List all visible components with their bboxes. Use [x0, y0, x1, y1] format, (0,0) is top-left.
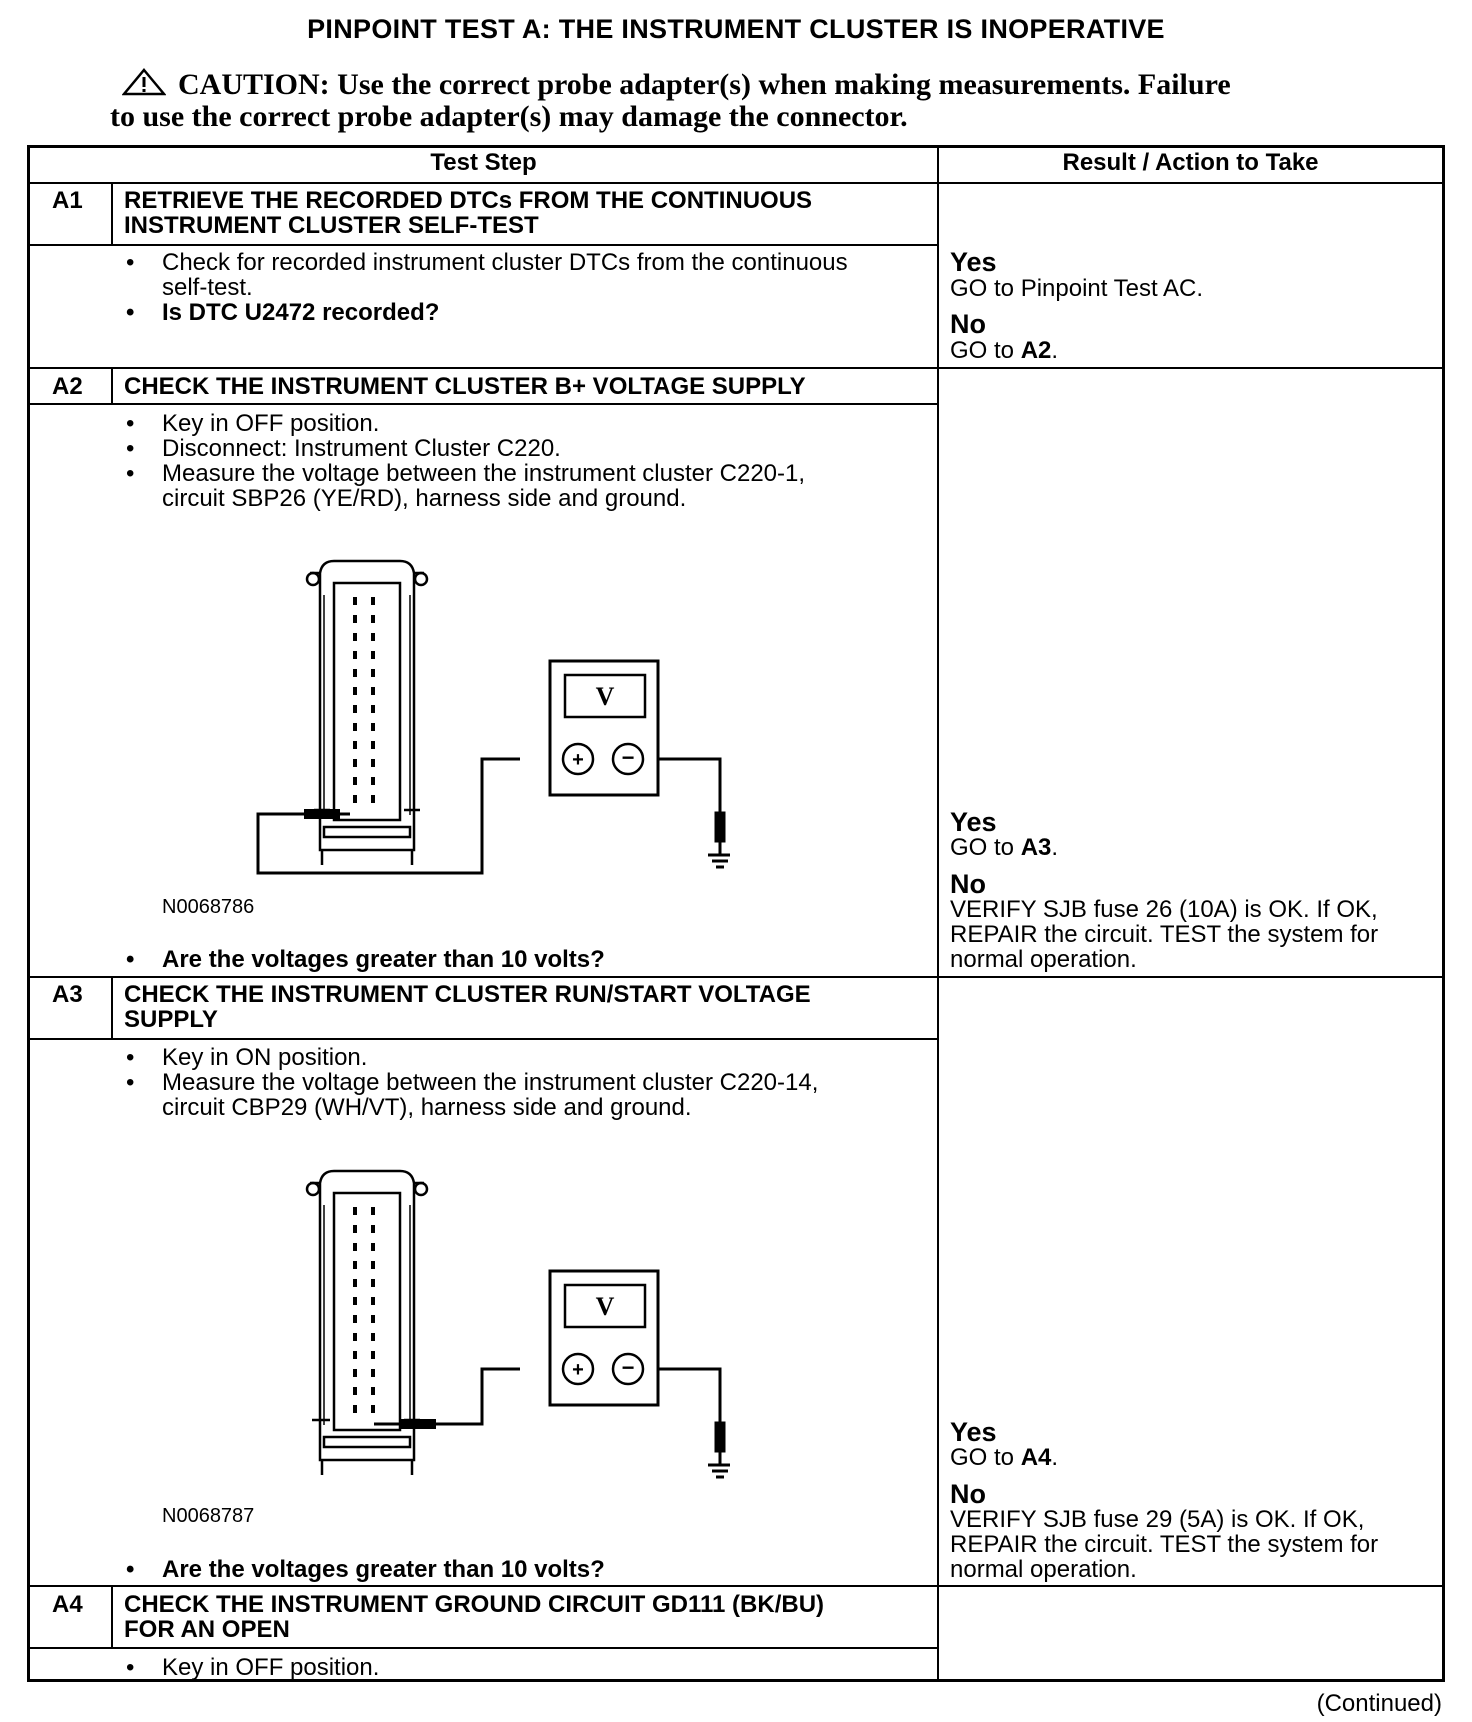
yes-prefix: GO to	[950, 834, 1021, 861]
header-rule	[27, 182, 1445, 184]
step-id-a3: A3	[52, 981, 83, 1008]
ground-symbol-icon	[708, 813, 730, 867]
step-id-divider-a3	[111, 977, 113, 1039]
bullet-dot: •	[126, 249, 135, 276]
step-id-a1: A1	[52, 187, 83, 214]
no-suffix: .	[1051, 337, 1059, 364]
a3-no-label: No	[950, 1479, 986, 1509]
warning-triangle-icon	[110, 68, 178, 101]
bullet-dot: •	[126, 946, 135, 973]
meter-label: V	[595, 682, 615, 711]
step-title-a3: CHECK THE INSTRUMENT CLUSTER RUN/START VOLTAGE SUPPLY	[124, 981, 811, 1033]
a2-yes-text	[950, 835, 1058, 860]
bullet-text: Check for recorded instrument cluster DTCs from the continuous self-test.	[162, 249, 848, 301]
header-result-action: Result / Action to Take	[1062, 149, 1319, 176]
a3-question	[126, 1557, 926, 1582]
a3-connector-voltmeter-figure	[250, 1165, 730, 1495]
a2-connector-voltmeter-figure	[250, 555, 730, 885]
a1-end-rule	[27, 367, 1445, 369]
caution-line-2: to use the correct probe adapter(s) may damage the connector.	[110, 100, 908, 133]
step-id-divider-a1	[111, 183, 113, 245]
yes-target: A4	[1020, 1444, 1052, 1471]
continued-note: (Continued)	[1316, 1690, 1442, 1717]
bullet-text: Are the voltages greater than 10 volts?	[162, 946, 605, 973]
ground-symbol-icon	[708, 1423, 730, 1477]
bullet-dot: •	[126, 1044, 135, 1071]
a1-title-rule	[27, 244, 937, 246]
caution-notice	[110, 68, 1350, 133]
yes-suffix: .	[1051, 834, 1059, 861]
a1-yes-label: Yes	[950, 247, 997, 277]
a1-no-text	[950, 338, 1058, 363]
step-id-a4: A4	[52, 1591, 83, 1618]
no-target: A2	[1020, 337, 1052, 364]
connector-c220-drawing	[307, 561, 427, 865]
a2-end-rule	[27, 976, 1445, 978]
bullet-dot: •	[126, 460, 135, 487]
a3-figure-code: N0068787	[162, 1505, 255, 1527]
bullet-dot: •	[126, 1654, 135, 1681]
a1-no-label: No	[950, 309, 986, 339]
bullet-text: Measure the voltage between the instrument cluster C220-14, circuit CBP29 (WH/VT), harness side and ground.	[162, 1069, 819, 1121]
yes-suffix: .	[1051, 1444, 1059, 1471]
bullet-text: Are the voltages greater than 10 volts?	[162, 1556, 605, 1583]
a2-no-label: No	[950, 869, 986, 899]
a1-question	[126, 300, 926, 325]
step-title-a2: CHECK THE INSTRUMENT CLUSTER B+ VOLTAGE SUPPLY	[124, 373, 806, 400]
probe-tip	[400, 1419, 436, 1429]
page-title: PINPOINT TEST A: THE INSTRUMENT CLUSTER IS INOPERATIVE	[307, 14, 1165, 44]
header-test-step: Test Step	[430, 149, 537, 176]
a3-yes-label: Yes	[950, 1417, 997, 1447]
a2-no-text: VERIFY SJB fuse 26 (10A) is OK. If OK, REPAIR the circuit. TEST the system for normal operation.	[950, 896, 1379, 973]
connector-pins	[353, 597, 375, 803]
yes-target: A3	[1020, 834, 1052, 861]
bullet-text: Disconnect: Instrument Cluster C220.	[162, 435, 561, 462]
a4-bullet-1	[126, 1655, 926, 1680]
svg-text:+: +	[572, 749, 584, 771]
a2-figure-code: N0068786	[162, 896, 255, 918]
a2-bullet-1	[126, 411, 926, 436]
probe-tip	[304, 809, 340, 819]
a3-bullet-2	[126, 1070, 926, 1120]
voltmeter	[550, 1271, 658, 1405]
bullet-dot: •	[126, 1069, 135, 1096]
step-id-a2: A2	[52, 373, 83, 400]
a2-bullet-3	[126, 461, 926, 511]
step-title-a4: CHECK THE INSTRUMENT GROUND CIRCUIT GD111 (BK/BU) FOR AN OPEN	[124, 1591, 825, 1643]
svg-text:−: −	[621, 1355, 635, 1380]
bullet-text: Key in OFF position.	[162, 410, 380, 437]
meter-label: V	[595, 1292, 615, 1321]
bullet-text: Measure the voltage between the instrument cluster C220-1, circuit SBP26 (YE/RD), harness side and ground.	[162, 460, 806, 512]
a3-title-rule	[27, 1038, 937, 1040]
a3-yes-text	[950, 1445, 1058, 1470]
a2-question	[126, 947, 926, 972]
a3-end-rule	[27, 1585, 1445, 1587]
a3-bullet-1	[126, 1045, 926, 1070]
step-id-divider-a2	[111, 368, 113, 404]
bullet-dot: •	[126, 1556, 135, 1583]
connector-c220-drawing	[307, 1171, 427, 1475]
a2-yes-label: Yes	[950, 807, 997, 837]
yes-prefix: GO to	[950, 1444, 1021, 1471]
a1-yes-text: GO to Pinpoint Test AC.	[950, 275, 1204, 302]
bullet-dot: •	[126, 299, 135, 326]
bullet-dot: •	[126, 435, 135, 462]
voltmeter	[550, 661, 658, 795]
no-prefix: GO to	[950, 337, 1021, 364]
a4-title-rule	[27, 1647, 937, 1649]
svg-text:+: +	[572, 1359, 584, 1381]
bullet-dot: •	[126, 410, 135, 437]
caution-line-1: CAUTION: Use the correct probe adapter(s) when making measurements. Failure	[178, 68, 1231, 101]
bullet-text: Key in ON position.	[162, 1044, 368, 1071]
svg-text:−: −	[621, 745, 635, 770]
a2-title-rule	[27, 403, 937, 405]
step-id-divider-a4	[111, 1586, 113, 1648]
column-divider	[937, 145, 939, 1682]
step-title-a1: RETRIEVE THE RECORDED DTCs FROM THE CONTINUOUS INSTRUMENT CLUSTER SELF-TEST	[124, 187, 813, 239]
bullet-text: Key in OFF position.	[162, 1654, 380, 1681]
a2-bullet-2	[126, 436, 926, 461]
a1-bullet-1	[126, 250, 926, 300]
a3-no-text: VERIFY SJB fuse 29 (5A) is OK. If OK, REPAIR the circuit. TEST the system for normal operation.	[950, 1506, 1379, 1583]
connector-pins	[353, 1207, 375, 1413]
bullet-text: Is DTC U2472 recorded?	[162, 299, 440, 326]
